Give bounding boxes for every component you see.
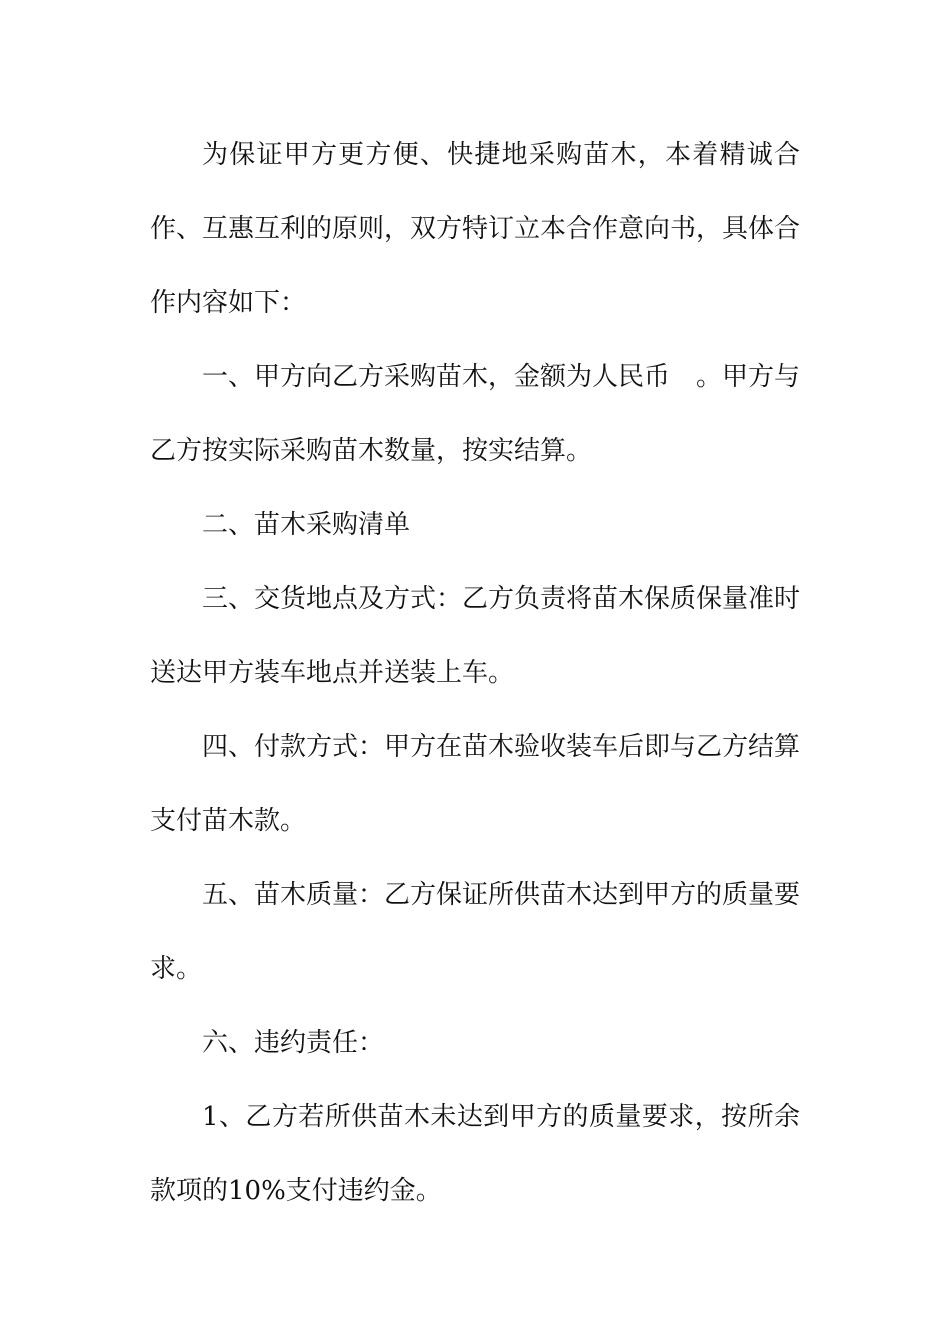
clause-5-paragraph: 五、苗木质量：乙方保证所供苗木达到甲方的质量要求。 <box>150 880 801 984</box>
clause-2-paragraph: 二、苗木采购清单 <box>202 510 411 540</box>
clause-3-paragraph: 三、交货地点及方式：乙方负责将苗木保质保量准时送达甲方装车地点并送装上车。 <box>150 584 801 688</box>
clause-1-paragraph: 一、甲方向乙方采购苗木，金额为人民币 。甲方与乙方按实际采购苗木数量，按实结算。 <box>150 362 801 466</box>
clause-6-item-1: 1、乙方若所供苗木未达到甲方的质量要求，按所余款项的10%支付违约金。 <box>150 1102 800 1206</box>
intro-paragraph: 为保证甲方更方便、快捷地采购苗木，本着精诚合作、互惠互利的原则，双方特订立本合作意向书，具体合作内容如下： <box>150 140 801 318</box>
clause-6-heading: 六、违约责任： <box>202 1028 385 1058</box>
document-body <box>150 118 800 1228</box>
clause-4-paragraph: 四、付款方式：甲方在苗木验收装车后即与乙方结算支付苗木款。 <box>150 732 801 836</box>
